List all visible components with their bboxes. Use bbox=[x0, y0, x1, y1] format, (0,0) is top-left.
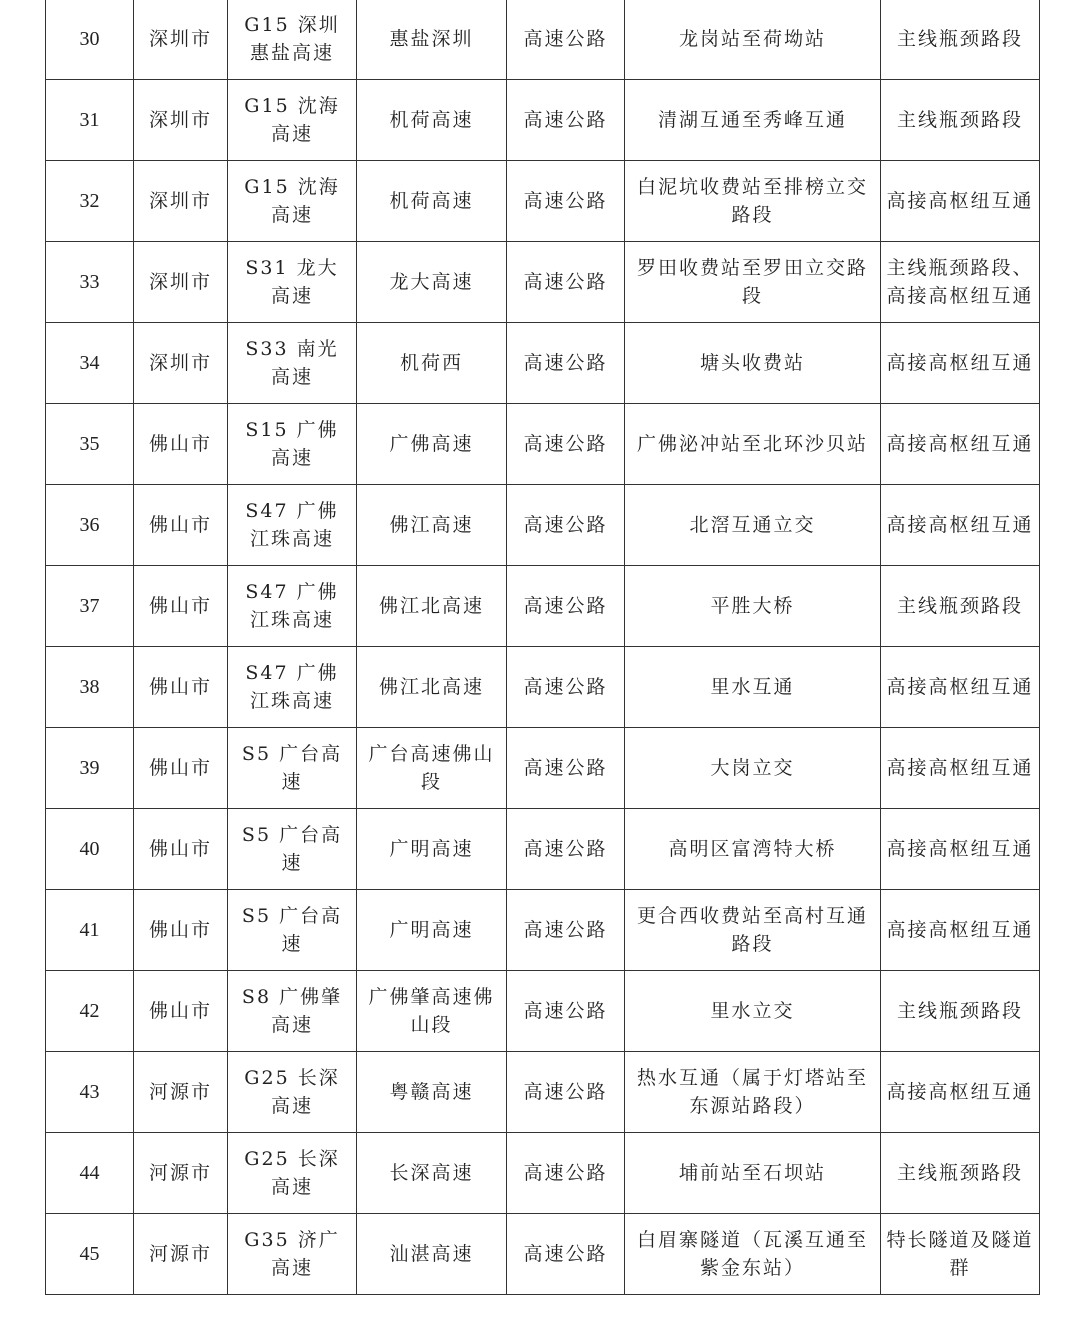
category-cell: 高接高枢纽互通 bbox=[881, 809, 1040, 890]
city-cell: 深圳市 bbox=[134, 0, 228, 80]
city-cell: 佛山市 bbox=[134, 890, 228, 971]
route-code-cell: S8 广佛肇高速 bbox=[228, 971, 357, 1052]
table-row bbox=[46, 890, 1040, 971]
table-row bbox=[46, 566, 1040, 647]
route-code-cell: G15 深圳惠盐高速 bbox=[228, 0, 357, 80]
road-type-cell: 高速公路 bbox=[507, 1052, 625, 1133]
row-number-cell: 36 bbox=[46, 485, 134, 566]
table-row bbox=[46, 161, 1040, 242]
road-name-cell: 机荷高速 bbox=[357, 80, 507, 161]
road-type-cell: 高速公路 bbox=[507, 0, 625, 80]
road-name-cell: 机荷西 bbox=[357, 323, 507, 404]
road-type-cell: 高速公路 bbox=[507, 809, 625, 890]
category-cell: 主线瓶颈路段 bbox=[881, 1133, 1040, 1214]
route-code-cell: S33 南光高速 bbox=[228, 323, 357, 404]
row-number-cell: 40 bbox=[46, 809, 134, 890]
route-code-cell: S47 广佛江珠高速 bbox=[228, 485, 357, 566]
location-cell: 热水互通（属于灯塔站至东源站路段） bbox=[625, 1052, 881, 1133]
city-cell: 河源市 bbox=[134, 1133, 228, 1214]
category-cell: 主线瓶颈路段 bbox=[881, 971, 1040, 1052]
city-cell: 佛山市 bbox=[134, 971, 228, 1052]
table-row bbox=[46, 1133, 1040, 1214]
row-number-cell: 30 bbox=[46, 0, 134, 80]
table-row bbox=[46, 0, 1040, 80]
road-type-cell: 高速公路 bbox=[507, 728, 625, 809]
route-code-cell: S31 龙大高速 bbox=[228, 242, 357, 323]
row-number-cell: 41 bbox=[46, 890, 134, 971]
table-row bbox=[46, 728, 1040, 809]
road-name-cell: 广佛高速 bbox=[357, 404, 507, 485]
road-type-cell: 高速公路 bbox=[507, 647, 625, 728]
road-name-cell: 惠盐深圳 bbox=[357, 0, 507, 80]
category-cell: 高接高枢纽互通 bbox=[881, 728, 1040, 809]
road-name-cell: 广明高速 bbox=[357, 809, 507, 890]
road-type-cell: 高速公路 bbox=[507, 1133, 625, 1214]
location-cell: 白泥坑收费站至排榜立交路段 bbox=[625, 161, 881, 242]
category-cell: 特长隧道及隧道群 bbox=[881, 1214, 1040, 1295]
road-name-cell: 广佛肇高速佛山段 bbox=[357, 971, 507, 1052]
location-cell: 罗田收费站至罗田立交路段 bbox=[625, 242, 881, 323]
bottleneck-table bbox=[45, 0, 1040, 1295]
route-code-cell: S5 广台高速 bbox=[228, 728, 357, 809]
table-row bbox=[46, 323, 1040, 404]
location-cell: 平胜大桥 bbox=[625, 566, 881, 647]
city-cell: 深圳市 bbox=[134, 80, 228, 161]
category-cell: 高接高枢纽互通 bbox=[881, 323, 1040, 404]
row-number-cell: 43 bbox=[46, 1052, 134, 1133]
location-cell: 里水互通 bbox=[625, 647, 881, 728]
location-cell: 龙岗站至荷坳站 bbox=[625, 0, 881, 80]
road-type-cell: 高速公路 bbox=[507, 161, 625, 242]
row-number-cell: 39 bbox=[46, 728, 134, 809]
road-type-cell: 高速公路 bbox=[507, 890, 625, 971]
table-row bbox=[46, 647, 1040, 728]
city-cell: 深圳市 bbox=[134, 323, 228, 404]
road-type-cell: 高速公路 bbox=[507, 323, 625, 404]
location-cell: 更合西收费站至高村互通路段 bbox=[625, 890, 881, 971]
road-type-cell: 高速公路 bbox=[507, 80, 625, 161]
location-cell: 白眉寨隧道（瓦溪互通至紫金东站） bbox=[625, 1214, 881, 1295]
road-type-cell: 高速公路 bbox=[507, 566, 625, 647]
route-code-cell: S5 广台高速 bbox=[228, 890, 357, 971]
row-number-cell: 31 bbox=[46, 80, 134, 161]
table-row bbox=[46, 1052, 1040, 1133]
road-name-cell: 粤赣高速 bbox=[357, 1052, 507, 1133]
location-cell: 埔前站至石坝站 bbox=[625, 1133, 881, 1214]
category-cell: 主线瓶颈路段、高接高枢纽互通 bbox=[881, 242, 1040, 323]
table-row bbox=[46, 404, 1040, 485]
route-code-cell: G15 沈海高速 bbox=[228, 161, 357, 242]
category-cell: 高接高枢纽互通 bbox=[881, 404, 1040, 485]
route-code-cell: G25 长深高速 bbox=[228, 1052, 357, 1133]
road-name-cell: 广台高速佛山段 bbox=[357, 728, 507, 809]
table-row bbox=[46, 485, 1040, 566]
row-number-cell: 37 bbox=[46, 566, 134, 647]
row-number-cell: 34 bbox=[46, 323, 134, 404]
category-cell: 高接高枢纽互通 bbox=[881, 890, 1040, 971]
row-number-cell: 44 bbox=[46, 1133, 134, 1214]
table-body bbox=[46, 0, 1040, 1295]
city-cell: 佛山市 bbox=[134, 809, 228, 890]
city-cell: 佛山市 bbox=[134, 728, 228, 809]
road-name-cell: 佛江北高速 bbox=[357, 647, 507, 728]
category-cell: 主线瓶颈路段 bbox=[881, 80, 1040, 161]
route-code-cell: G15 沈海高速 bbox=[228, 80, 357, 161]
route-code-cell: S15 广佛高速 bbox=[228, 404, 357, 485]
route-code-cell: S47 广佛江珠高速 bbox=[228, 647, 357, 728]
route-code-cell: S47 广佛江珠高速 bbox=[228, 566, 357, 647]
row-number-cell: 32 bbox=[46, 161, 134, 242]
category-cell: 主线瓶颈路段 bbox=[881, 566, 1040, 647]
location-cell: 高明区富湾特大桥 bbox=[625, 809, 881, 890]
location-cell: 广佛泌冲站至北环沙贝站 bbox=[625, 404, 881, 485]
row-number-cell: 45 bbox=[46, 1214, 134, 1295]
table-row bbox=[46, 809, 1040, 890]
city-cell: 佛山市 bbox=[134, 647, 228, 728]
city-cell: 深圳市 bbox=[134, 161, 228, 242]
city-cell: 河源市 bbox=[134, 1214, 228, 1295]
route-code-cell: G25 长深高速 bbox=[228, 1133, 357, 1214]
city-cell: 佛山市 bbox=[134, 485, 228, 566]
table-row bbox=[46, 242, 1040, 323]
city-cell: 深圳市 bbox=[134, 242, 228, 323]
road-name-cell: 广明高速 bbox=[357, 890, 507, 971]
route-code-cell: G35 济广高速 bbox=[228, 1214, 357, 1295]
location-cell: 大岗立交 bbox=[625, 728, 881, 809]
category-cell: 高接高枢纽互通 bbox=[881, 647, 1040, 728]
road-type-cell: 高速公路 bbox=[507, 485, 625, 566]
location-cell: 里水立交 bbox=[625, 971, 881, 1052]
location-cell: 清湖互通至秀峰互通 bbox=[625, 80, 881, 161]
city-cell: 河源市 bbox=[134, 1052, 228, 1133]
table-row bbox=[46, 1214, 1040, 1295]
category-cell: 高接高枢纽互通 bbox=[881, 161, 1040, 242]
row-number-cell: 38 bbox=[46, 647, 134, 728]
road-name-cell: 佛江高速 bbox=[357, 485, 507, 566]
category-cell: 高接高枢纽互通 bbox=[881, 485, 1040, 566]
category-cell: 高接高枢纽互通 bbox=[881, 1052, 1040, 1133]
road-type-cell: 高速公路 bbox=[507, 971, 625, 1052]
road-name-cell: 佛江北高速 bbox=[357, 566, 507, 647]
table-row bbox=[46, 971, 1040, 1052]
route-code-cell: S5 广台高速 bbox=[228, 809, 357, 890]
row-number-cell: 33 bbox=[46, 242, 134, 323]
row-number-cell: 35 bbox=[46, 404, 134, 485]
road-type-cell: 高速公路 bbox=[507, 242, 625, 323]
city-cell: 佛山市 bbox=[134, 566, 228, 647]
road-name-cell: 龙大高速 bbox=[357, 242, 507, 323]
road-name-cell: 汕湛高速 bbox=[357, 1214, 507, 1295]
location-cell: 塘头收费站 bbox=[625, 323, 881, 404]
category-cell: 主线瓶颈路段 bbox=[881, 0, 1040, 80]
table-row bbox=[46, 80, 1040, 161]
row-number-cell: 42 bbox=[46, 971, 134, 1052]
road-name-cell: 长深高速 bbox=[357, 1133, 507, 1214]
road-name-cell: 机荷高速 bbox=[357, 161, 507, 242]
location-cell: 北滘互通立交 bbox=[625, 485, 881, 566]
road-type-cell: 高速公路 bbox=[507, 1214, 625, 1295]
city-cell: 佛山市 bbox=[134, 404, 228, 485]
road-type-cell: 高速公路 bbox=[507, 404, 625, 485]
